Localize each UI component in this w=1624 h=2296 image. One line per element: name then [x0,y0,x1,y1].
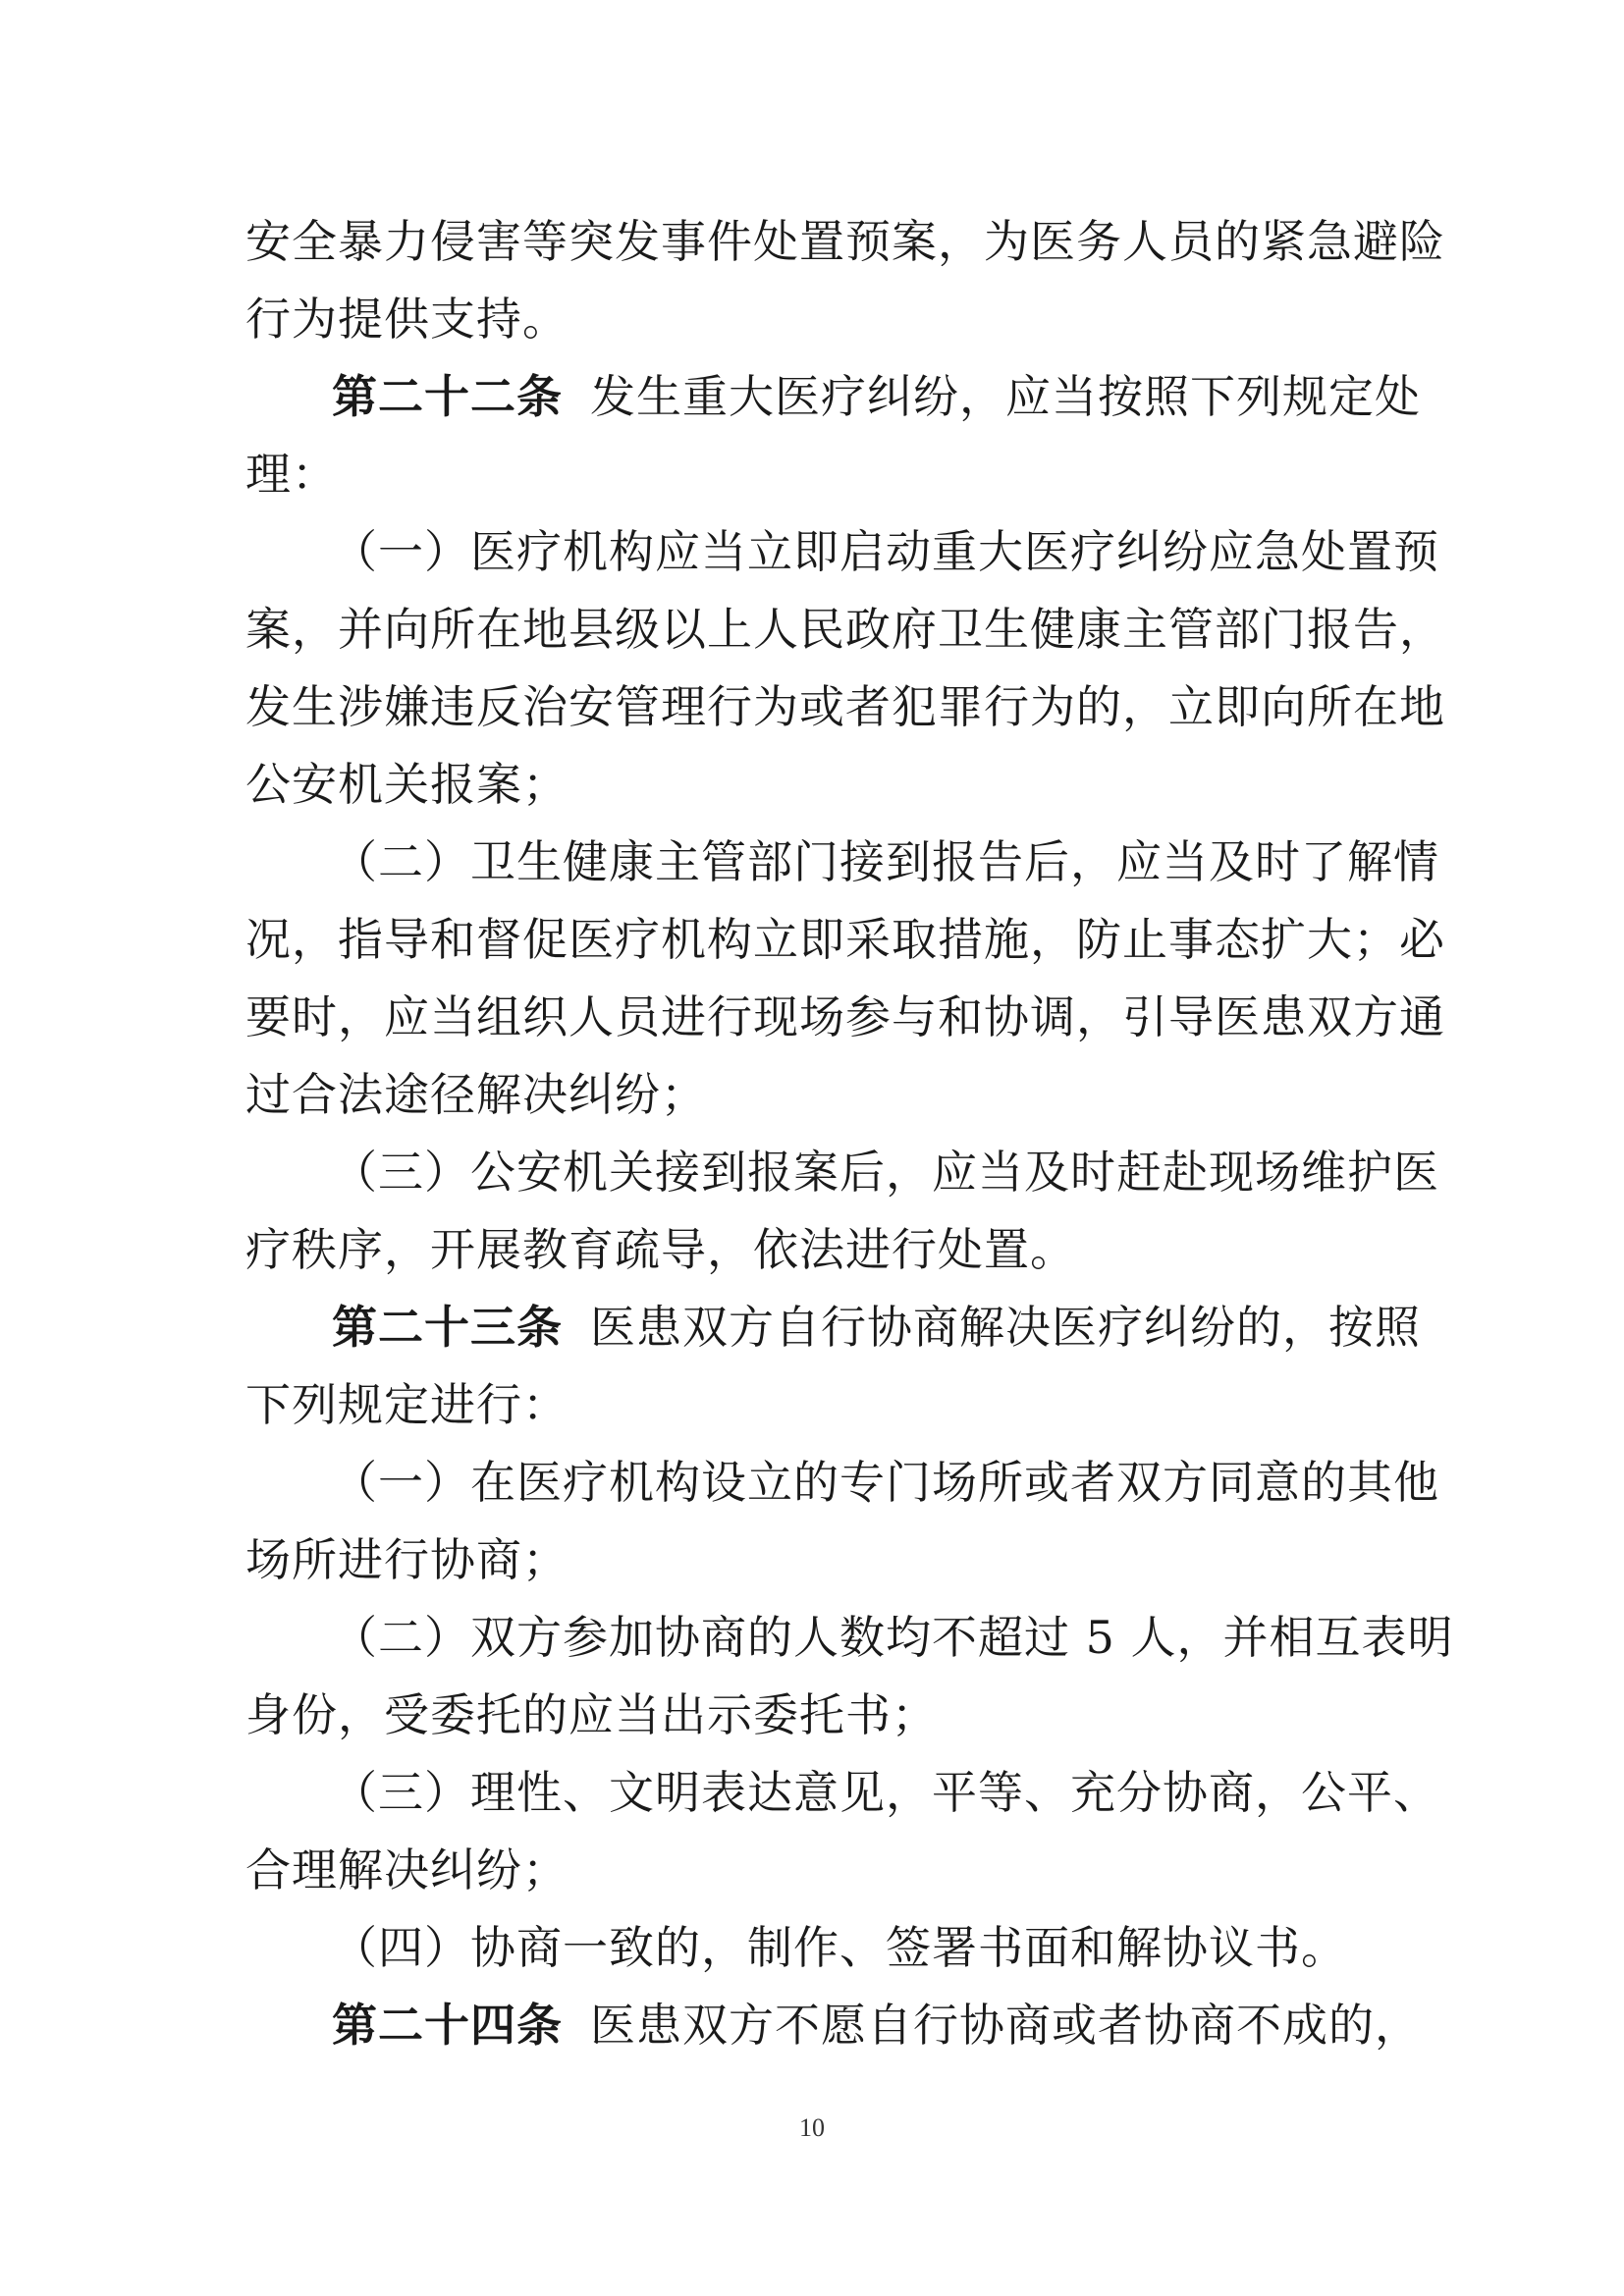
line-text: （一）在医疗机构设立的专门场所或者双方同意的其他 [332,1456,1439,1509]
line-text: 况，指导和督促医疗机构立即采取措施，防止事态扩大；必 [245,913,1445,966]
line-text: 疗秩序，开展教育疏导，依法进行处置。 [245,1223,1076,1276]
line-text: 案，并向所在地县级以上人民政府卫生健康主管部门报告， [245,603,1445,656]
article-heading: 第二十二条 [332,370,563,423]
line-text: （三）公安机关接到报案后，应当及时赶赴现场维护医 [332,1146,1439,1199]
text-line [245,214,1445,269]
clause-line [332,524,1439,579]
line-text: 要时，应当组织人员进行现场参与和协调，引导医患双方通 [245,990,1445,1043]
line-text: 合理解决纠纷； [245,1843,568,1896]
article-24-line [332,1998,1421,2053]
text-line [245,989,1445,1044]
article-23-line [332,1300,1421,1355]
text-line [245,602,1445,657]
line-text: 理： [245,448,338,501]
line-text: （三）理性、文明表达意见，平等、充分协商，公平、 [332,1766,1439,1819]
line-text: 过合法途径解决纠纷； [245,1068,707,1121]
text-line [245,447,338,502]
clause-line [332,1765,1439,1820]
line-text: （二）双方参加协商的人数均不超过 5 人，并相互表明 [332,1611,1454,1664]
line-text: 公安机关报案； [245,758,568,811]
text-line [245,757,568,812]
line-text: 发生涉嫌违反治安管理行为或者犯罪行为的，立即向所在地 [245,680,1445,733]
text-line [245,1532,568,1587]
article-heading: 第二十三条 [332,1301,563,1354]
line-text: 下列规定进行： [245,1378,568,1431]
line-text: 行为提供支持。 [245,293,568,346]
text-line [245,1067,707,1122]
line-text: 安全暴力侵害等突发事件处置预案，为医务人员的紧急避险 [245,215,1445,268]
line-text: （一）医疗机构应当立即启动重大医疗纠纷应急处置预 [332,525,1439,578]
line-text: 医患双方自行协商解决医疗纠纷的，按照 [590,1301,1421,1354]
text-line [245,1687,938,1742]
clause-line [332,1920,1347,1975]
text-line [245,679,1445,734]
text-line [245,1842,568,1897]
article-heading: 第二十四条 [332,1999,563,2052]
text-line [245,292,568,347]
clause-line [332,834,1439,889]
page-number: 10 [799,2113,825,2142]
article-22-line [332,369,1421,424]
clause-line [332,1610,1454,1665]
line-text: （四）协商一致的，制作、签署书面和解协议书。 [332,1921,1347,1974]
line-text: 身份，受委托的应当出示委托书； [245,1688,938,1741]
line-text: （二）卫生健康主管部门接到报告后，应当及时了解情 [332,835,1439,888]
clause-line [332,1145,1439,1200]
line-text: 发生重大医疗纠纷，应当按照下列规定处 [590,370,1421,423]
text-line [245,1222,1076,1277]
line-text: 场所进行协商； [245,1533,568,1586]
text-line [245,1377,568,1432]
clause-line [332,1455,1439,1510]
line-text: 医患双方不愿自行协商或者协商不成的， [590,1999,1421,2052]
text-line [245,912,1445,967]
